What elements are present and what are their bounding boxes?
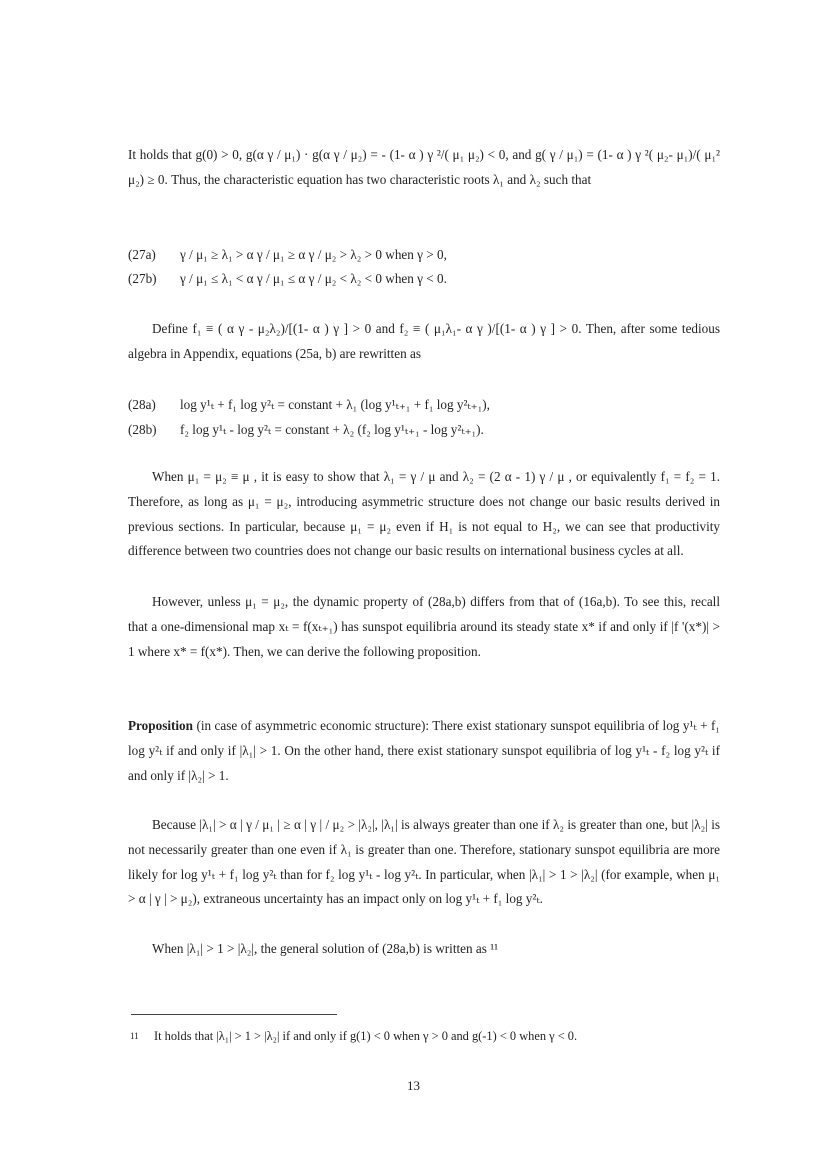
equation-body: log y¹ₜ + f₁ log y²ₜ = constant + λ₁ (log y¹ₜ₊₁ + f₁ log y²ₜ₊₁), bbox=[180, 397, 490, 412]
footnote-text: It holds that |λ₁| > 1 > |λ₂| if and only if g(1) < 0 when γ > 0 and g(-1) < 0 when γ < 0. bbox=[154, 1029, 578, 1043]
footnote-mark: 11 bbox=[130, 1031, 139, 1041]
proposition-title: Proposition bbox=[128, 718, 193, 733]
footnote bbox=[130, 1027, 722, 1045]
page-number: 13 bbox=[407, 1078, 420, 1093]
paragraph-symmetric-case: When μ₁ = μ₂ ≡ μ , it is easy to show that λ₁ = γ / μ and λ₂ = (2 α - 1) γ / μ , or equivalently f₁ = f₂ = 1. Therefore, as long as μ₁ = μ₂, introducing asymmetric structure does not change our basic results derived in previous sections. In particular, because μ₁ = μ₂ even if H₁ is not equal to H₂, we can see that productivity difference between two countries does not change our basic results on international business cycles at all. bbox=[128, 469, 720, 559]
paragraph-asymmetric-case: However, unless μ₁ = μ₂, the dynamic property of (28a,b) differs from that of (16a,b). To see this, recall that a one-dimensional map xₜ = f(xₜ₊₁) has sunspot equilibria around its steady state x* if and only if |f '(x*)| > 1 where x* = f(x*). Then, we can derive the following proposition. bbox=[128, 594, 720, 659]
equation-28b bbox=[128, 418, 720, 443]
paragraph-define-f: Define f₁ ≡ ( α γ - μ₂λ₂)/[(1- α ) γ ] > 0 and f₂ ≡ ( μ₁λ₁- α γ )/[(1- α ) γ ] > 0. Then, after some tedious algebra in Appendix, equations (25a, b) are rewritten as bbox=[128, 321, 720, 361]
equation-label: (27a) bbox=[128, 247, 156, 262]
equation-label: (27b) bbox=[128, 271, 157, 286]
equation-label: (28b) bbox=[128, 422, 157, 437]
equation-body: γ / μ₁ ≤ λ₁ < α γ / μ₁ ≤ α γ / μ₂ < λ₂ < 0 when γ < 0. bbox=[180, 271, 447, 286]
equation-27b bbox=[128, 267, 720, 292]
paragraph-lambda-comparison: Because |λ₁| > α | γ / μ₁ | ≥ α | γ | / μ₂ > |λ₂|, |λ₁| is always greater than one if λ₂ is greater than one, but |λ₂| is not necessarily greater than one even if λ₁ is greater than one. Therefore, stationary sunspot equilibria are more likely for log y¹ₜ + f₁ log y²ₜ than for f₂ log y¹ₜ - log y²ₜ. In particular, when |λ₁| > 1 > |λ₂| (for example, when μ₁ > α | γ | > μ₂), extraneous uncertainty has an impact only on log y¹ₜ + f₁ log y²ₜ. bbox=[128, 817, 720, 907]
equation-label: (28a) bbox=[128, 397, 156, 412]
footnote-divider bbox=[131, 1014, 337, 1015]
paragraph-roots-intro: It holds that g(0) > 0, g(α γ / μ₁) · g(α γ / μ₂) = - (1- α ) γ ²/( μ₁ μ₂) < 0, and g( γ / μ₁) = (1- α ) γ ²( μ₂- μ₁)/( μ₁² μ₂) ≥ 0. Thus, the characteristic equation has two characteristic roots λ₁ and λ₂ such that bbox=[128, 147, 720, 187]
proposition bbox=[128, 714, 720, 788]
equation-body: γ / μ₁ ≥ λ₁ > α γ / μ₁ ≥ α γ / μ₂ > λ₂ > 0 when γ > 0, bbox=[180, 247, 447, 262]
equation-27a bbox=[128, 243, 720, 268]
proposition-body: (in case of asymmetric economic structure): There exist stationary sunspot equilibria of log y¹ₜ + f₁ log y²ₜ if and only if |λ₁| > 1. On the other hand, there exist stationary sunspot equilibria of log y¹ₜ - f₂ log y²ₜ if and only if |λ₂| > 1. bbox=[128, 718, 720, 783]
paragraph-general-solution: When |λ₁| > 1 > |λ₂|, the general solution of (28a,b) is written as ¹¹ bbox=[152, 941, 499, 956]
equation-28a bbox=[128, 393, 720, 418]
equation-body: f₂ log y¹ₜ - log y²ₜ = constant + λ₂ (f₂ log y¹ₜ₊₁ - log y²ₜ₊₁). bbox=[180, 422, 484, 437]
